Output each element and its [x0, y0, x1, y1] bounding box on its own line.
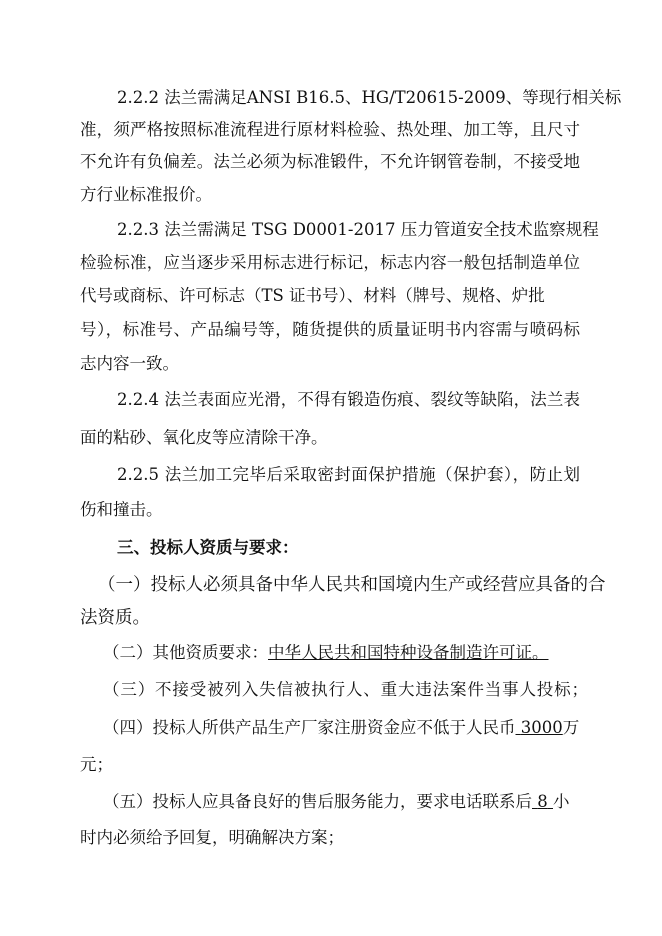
- underlined-value: [532, 792, 553, 811]
- requirement-label: （四）投标人所供产品生产厂家注册资金应不低于人民币: [103, 718, 516, 737]
- requirement-label: （二）其他资质要求：: [103, 643, 268, 662]
- text-line: 志内容一致。: [80, 354, 179, 373]
- hours-value: 8: [537, 792, 548, 811]
- requirement-4: [103, 717, 580, 739]
- text-line: （一）投标人必须具备中华人民共和国境内生产或经营应具备的合: [98, 575, 606, 595]
- text-line: 2.2.2 法兰需满足ANSI B16.5、HG/T20615-2009、等现行相关标: [117, 88, 622, 107]
- text-line: 准，须严格按照标准流程进行原材料检验、热处理、加工等，且尺寸: [80, 120, 580, 139]
- text-line: 不允许有负偏差。法兰必须为标准锻件，不允许钢管卷制，不接受地: [80, 152, 580, 171]
- underlined-value: 中华人民共和国特种设备制造许可证。: [268, 643, 549, 662]
- text-line: 法资质。: [80, 608, 150, 628]
- underlined-value: [516, 718, 563, 737]
- text-line: 伤和撞击。: [80, 500, 163, 519]
- requirement-label: （五）投标人应具备良好的售后服务能力，要求电话联系后: [103, 792, 532, 811]
- text-line: 代号或商标、许可标志（TS 证书号）、材料（牌号、规格、炉批: [80, 286, 545, 305]
- capital-value: 3000: [520, 718, 563, 737]
- text-line: 元；: [80, 755, 113, 774]
- requirement-3: （三）不接受被列入失信被执行人、重大违法案件当事人投标；: [103, 680, 588, 699]
- unit-text: 小: [553, 792, 570, 811]
- requirement-2: [103, 642, 580, 664]
- text-line: 2.2.4 法兰表面应光滑，不得有锻造伤痕、裂纹等缺陷，法兰表: [117, 390, 580, 409]
- text-line: 2.2.3 法兰需满足 TSG D0001-2017 压力管道安全技术监察规程: [117, 220, 599, 239]
- text-line: 号），标准号、产品编号等，随货提供的质量证明书内容需与喷码标: [80, 320, 580, 339]
- text-line: 面的粘砂、氧化皮等应清除干净。: [80, 428, 328, 447]
- text-line: 检验标准，应当逐步采用标志进行标记，标志内容一般包括制造单位: [80, 253, 580, 272]
- text-line: 2.2.5 法兰加工完毕后采取密封面保护措施（保护套），防止划: [117, 465, 580, 484]
- text-line: 时内必须给予回复，明确解决方案；: [80, 828, 344, 847]
- text-line: 方行业标准报价。: [80, 185, 212, 204]
- section-title: 三、投标人资质与要求：: [117, 538, 299, 557]
- unit-text: 万: [562, 718, 580, 737]
- requirement-5: [103, 791, 580, 813]
